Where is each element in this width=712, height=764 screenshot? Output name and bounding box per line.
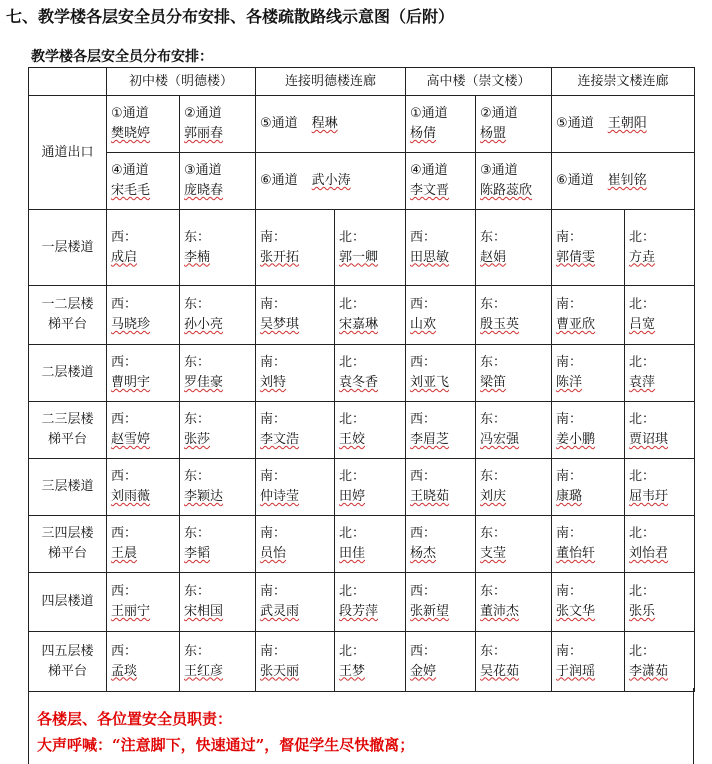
officer-cell	[107, 286, 180, 345]
officer-name: 武小涛	[311, 173, 351, 188]
direction-label: 西：	[410, 526, 437, 541]
row-label	[29, 345, 107, 402]
row-label-text: 二三层楼	[41, 412, 94, 427]
direction-label: 北：	[339, 412, 366, 427]
direction-label: 北：	[339, 584, 366, 599]
direction-label: 东：	[184, 584, 211, 599]
officer-name: 冯宏强	[480, 432, 520, 447]
direction-label: 西：	[410, 297, 437, 312]
exit-cell	[180, 96, 256, 153]
officer-cell	[107, 210, 180, 286]
officer-cell	[256, 632, 335, 692]
officer-cell	[180, 632, 256, 692]
direction-label: 西：	[111, 643, 138, 659]
direction-label: 北：	[629, 355, 656, 370]
officer-cell	[107, 459, 180, 516]
column-header: 连接崇文楼连廊	[552, 68, 695, 96]
officer-name: 王红彦	[184, 663, 224, 679]
direction-label: 北：	[339, 469, 366, 484]
direction-label: 南：	[556, 526, 583, 541]
officer-name: 金婷	[410, 663, 437, 679]
officer-name: 方垚	[629, 249, 656, 265]
officer-cell	[180, 402, 256, 459]
officer-name: 宋毛毛	[111, 183, 151, 198]
direction-label: 南：	[260, 469, 287, 484]
officer-cell	[406, 632, 476, 692]
officer-name: 马晓珍	[111, 317, 151, 332]
officer-cell	[335, 402, 406, 459]
direction-label: 北：	[339, 643, 366, 659]
officer-cell	[107, 632, 180, 692]
officer-cell	[256, 210, 335, 286]
direction-label: 北：	[629, 297, 656, 312]
direction-label: 南：	[556, 229, 583, 245]
officer-name: 张开拓	[260, 249, 300, 265]
officer-name: 王晨	[111, 546, 138, 561]
officer-cell	[552, 459, 625, 516]
direction-label: 西：	[111, 469, 138, 484]
officer-cell	[180, 516, 256, 573]
officer-name: 孟琰	[111, 663, 138, 679]
officer-cell	[335, 573, 406, 632]
section-heading: 七、教学楼各层安全员分布安排、各楼疏散路线示意图（后附）	[6, 7, 455, 26]
row-label-text: 梯平台	[47, 432, 87, 447]
officer-cell	[625, 345, 695, 402]
officer-name: 康璐	[556, 489, 583, 504]
officer-name: 刘亚飞	[410, 375, 450, 390]
row-label-text: 三层楼道	[41, 479, 94, 494]
officer-name: 姜小鹏	[556, 432, 596, 447]
direction-label: 东：	[184, 412, 211, 427]
row-label-text: 一二层楼	[41, 297, 94, 312]
direction-label: 东：	[480, 355, 507, 370]
direction-label: 南：	[556, 355, 583, 370]
officer-name: 曹明宇	[111, 375, 151, 390]
row-label	[29, 516, 107, 573]
officer-cell	[476, 286, 552, 345]
direction-label: 西：	[410, 355, 437, 370]
direction-label: 东：	[480, 297, 507, 312]
officer-cell	[552, 210, 625, 286]
officer-name: 支莹	[480, 546, 507, 561]
direction-label: 东：	[184, 643, 211, 659]
row-label	[29, 459, 107, 516]
officer-name: 赵娟	[480, 249, 507, 265]
direction-label: 南：	[556, 469, 583, 484]
floor-row	[29, 210, 695, 286]
officer-name: 赵雪婷	[111, 432, 151, 447]
direction-label: 东：	[480, 526, 507, 541]
officer-cell	[180, 286, 256, 345]
officer-name: 仲诗莹	[260, 489, 300, 504]
officer-name: 李眉芝	[410, 432, 450, 447]
officer-name: 吴梦琪	[260, 317, 300, 332]
officer-name: 田婷	[339, 489, 366, 504]
officer-cell	[406, 286, 476, 345]
row-label-text: 梯平台	[47, 663, 87, 679]
direction-label: 西：	[111, 412, 138, 427]
direction-label: 东：	[480, 469, 507, 484]
officer-cell	[180, 573, 256, 632]
exit-cell	[256, 153, 406, 210]
floor-row	[29, 516, 695, 573]
officer-cell	[256, 516, 335, 573]
row-label-text: 一层楼道	[41, 239, 94, 255]
officer-cell	[335, 345, 406, 402]
officer-name: 刘特	[260, 375, 287, 390]
safety-officer-table	[28, 67, 695, 692]
table-body	[29, 96, 695, 692]
exit-cell	[406, 153, 476, 210]
direction-label: 东：	[184, 229, 211, 245]
officer-cell	[476, 459, 552, 516]
row-label	[29, 210, 107, 286]
officer-name: 陈洋	[556, 375, 583, 390]
officer-cell	[256, 573, 335, 632]
exit-cell	[180, 153, 256, 210]
officer-name: 王丽宁	[111, 604, 151, 619]
officer-name: 庞晓春	[184, 183, 224, 198]
officer-cell	[552, 345, 625, 402]
officer-cell	[552, 573, 625, 632]
direction-label: 南：	[260, 584, 287, 599]
exit-assignment	[260, 116, 338, 131]
direction-label: 西：	[410, 643, 437, 659]
officer-cell	[335, 459, 406, 516]
exit-cell	[256, 96, 406, 153]
channel-label: ③通道	[184, 163, 222, 178]
officer-name: 贾诏琪	[629, 432, 669, 447]
officer-cell	[180, 345, 256, 402]
direction-label: 北：	[339, 229, 366, 245]
channel-label: ③通道	[480, 163, 518, 178]
officer-name: 成启	[111, 249, 138, 265]
officer-cell	[406, 402, 476, 459]
channel-label: ④通道	[111, 163, 149, 178]
duties-section	[28, 688, 694, 764]
officer-cell	[625, 573, 695, 632]
officer-cell	[107, 516, 180, 573]
officer-cell	[625, 516, 695, 573]
officer-cell	[107, 345, 180, 402]
officer-name: 曹亚欣	[556, 317, 596, 332]
officer-name: 李韬	[184, 546, 211, 561]
direction-label: 东：	[480, 643, 507, 659]
row-label-text: 通道出口	[41, 144, 94, 160]
direction-label: 东：	[184, 297, 211, 312]
row-label-text: 梯平台	[47, 317, 87, 332]
officer-cell	[406, 573, 476, 632]
officer-name: 杨盟	[480, 126, 507, 141]
exit-assignment	[556, 173, 647, 188]
direction-label: 北：	[629, 584, 656, 599]
officer-cell	[180, 210, 256, 286]
officer-cell	[476, 345, 552, 402]
officer-cell	[625, 286, 695, 345]
officer-name: 宋嘉琳	[339, 317, 379, 332]
direction-label: 北：	[629, 412, 656, 427]
exit-cell	[107, 153, 180, 210]
table-caption: 教学楼各层安全员分布安排：	[31, 49, 213, 65]
floor-row	[29, 632, 695, 692]
column-header: 高中楼（崇文楼）	[406, 68, 552, 96]
direction-label: 东：	[480, 584, 507, 599]
officer-name: 陈路蕊欣	[480, 183, 533, 198]
officer-cell	[406, 345, 476, 402]
direction-label: 北：	[629, 643, 656, 659]
officer-name: 郭丽春	[184, 126, 224, 141]
officer-name: 张文华	[556, 604, 596, 619]
exit-row	[29, 96, 695, 153]
floor-row	[29, 459, 695, 516]
officer-cell	[552, 516, 625, 573]
channel-label: ⑥通道	[556, 173, 594, 188]
direction-label: 东：	[184, 526, 211, 541]
direction-label: 西：	[410, 412, 437, 427]
officer-cell	[107, 573, 180, 632]
direction-label: 西：	[111, 297, 138, 312]
direction-label: 东：	[480, 412, 507, 427]
officer-name: 张天丽	[260, 663, 300, 679]
direction-label: 北：	[339, 355, 366, 370]
officer-name: 张莎	[184, 432, 211, 447]
officer-name: 董怡轩	[556, 546, 596, 561]
officer-cell	[552, 286, 625, 345]
row-label-text: 二层楼道	[41, 365, 94, 380]
officer-name: 于润瑶	[556, 663, 596, 679]
officer-cell	[552, 632, 625, 692]
channel-label: ①通道	[111, 106, 149, 121]
officer-name: 殷玉英	[480, 317, 520, 332]
officer-cell	[476, 573, 552, 632]
officer-name: 王姣	[339, 432, 366, 447]
exit-row	[29, 153, 695, 210]
officer-name: 袁冬香	[339, 375, 379, 390]
officer-name: 王梦	[339, 663, 366, 679]
officer-name: 武灵雨	[260, 604, 300, 619]
officer-name: 程琳	[311, 116, 338, 131]
officer-name: 董沛杰	[480, 604, 520, 619]
channel-label: ⑥通道	[260, 173, 298, 188]
officer-cell	[406, 516, 476, 573]
officer-name: 段芳萍	[339, 604, 379, 619]
direction-label: 北：	[629, 229, 656, 245]
direction-label: 西：	[111, 355, 138, 370]
direction-label: 东：	[184, 355, 211, 370]
direction-label: 东：	[184, 469, 211, 484]
officer-name: 田佳	[339, 546, 366, 561]
row-label	[29, 286, 107, 345]
exit-cell	[552, 96, 695, 153]
direction-label: 北：	[339, 297, 366, 312]
officer-cell	[625, 402, 695, 459]
officer-name: 山欢	[410, 317, 437, 332]
direction-label: 南：	[260, 229, 287, 245]
direction-label: 南：	[260, 643, 287, 659]
officer-cell	[256, 345, 335, 402]
officer-name: 田思敏	[410, 249, 450, 265]
row-label	[29, 632, 107, 692]
floor-row	[29, 345, 695, 402]
floor-row	[29, 402, 695, 459]
channel-label: ②通道	[184, 106, 222, 121]
row-label-text: 三四层楼	[41, 526, 94, 541]
direction-label: 西：	[111, 229, 138, 245]
officer-cell	[335, 210, 406, 286]
officer-name: 李文晋	[410, 183, 450, 198]
officer-cell	[625, 632, 695, 692]
channel-label: ②通道	[480, 106, 518, 121]
officer-cell	[180, 459, 256, 516]
exit-cell	[406, 96, 476, 153]
row-label	[29, 402, 107, 459]
officer-name: 李潇茹	[629, 663, 669, 679]
officer-name: 宋相国	[184, 604, 224, 619]
column-header: 初中楼（明德楼）	[107, 68, 256, 96]
officer-cell	[625, 210, 695, 286]
row-label	[29, 96, 107, 210]
officer-name: 杨杰	[410, 546, 437, 561]
exit-cell	[476, 153, 552, 210]
column-header: 连接明德楼连廊	[256, 68, 406, 96]
officer-name: 屈韦玗	[629, 489, 669, 504]
officer-name: 罗佳豪	[184, 375, 224, 390]
exit-cell	[552, 153, 695, 210]
direction-label: 南：	[556, 584, 583, 599]
officer-name: 张乐	[629, 604, 656, 619]
channel-label: ⑤通道	[556, 116, 594, 131]
officer-name: 袁萍	[629, 375, 656, 390]
officer-cell	[552, 402, 625, 459]
officer-name: 李颖达	[184, 489, 224, 504]
header-row	[29, 68, 695, 96]
officer-cell	[476, 516, 552, 573]
officer-cell	[476, 210, 552, 286]
officer-cell	[406, 459, 476, 516]
duties-heading: 各楼层、各位置安全员职责：	[37, 710, 233, 728]
direction-label: 北：	[629, 469, 656, 484]
corner-cell	[29, 68, 107, 96]
row-label-text: 四五层楼	[41, 643, 94, 659]
direction-label: 南：	[260, 526, 287, 541]
officer-name: 王朝阳	[607, 116, 647, 131]
officer-cell	[335, 286, 406, 345]
direction-label: 西：	[111, 526, 138, 541]
officer-cell	[406, 210, 476, 286]
officer-name: 李楠	[184, 249, 211, 265]
officer-name: 王晓茹	[410, 489, 450, 504]
direction-label: 北：	[629, 526, 656, 541]
officer-name: 郭一卿	[339, 249, 379, 265]
officer-cell	[335, 516, 406, 573]
officer-cell	[335, 632, 406, 692]
officer-name: 孙小亮	[184, 317, 224, 332]
channel-label: ⑤通道	[260, 116, 298, 131]
floor-row	[29, 286, 695, 345]
direction-label: 南：	[260, 355, 287, 370]
officer-name: 员怡	[260, 546, 287, 561]
direction-label: 西：	[410, 584, 437, 599]
direction-label: 东：	[480, 229, 507, 245]
officer-name: 吴花茹	[480, 663, 520, 679]
officer-name: 刘庆	[480, 489, 507, 504]
direction-label: 西：	[111, 584, 138, 599]
officer-name: 樊晓婷	[111, 126, 151, 141]
duty-item: 大声呼喊：“注意脚下，快速通过”，督促学生尽快撤离；	[37, 736, 415, 754]
officer-cell	[625, 459, 695, 516]
officer-cell	[107, 402, 180, 459]
officer-cell	[256, 402, 335, 459]
channel-label: ④通道	[410, 163, 448, 178]
officer-name: 吕宽	[629, 317, 656, 332]
direction-label: 西：	[410, 469, 437, 484]
officer-name: 张新望	[410, 604, 450, 619]
officer-cell	[476, 402, 552, 459]
exit-assignment	[556, 116, 647, 131]
officer-name: 郭倩雯	[556, 249, 596, 265]
direction-label: 西：	[410, 229, 437, 245]
direction-label: 南：	[556, 297, 583, 312]
row-label-text: 四层楼道	[41, 594, 94, 609]
row-label-text: 梯平台	[47, 546, 87, 561]
officer-name: 刘怡君	[629, 546, 669, 561]
direction-label: 南：	[556, 412, 583, 427]
direction-label: 南：	[260, 297, 287, 312]
officer-name: 杨倩	[410, 126, 437, 141]
channel-label: ①通道	[410, 106, 448, 121]
officer-name: 李文浩	[260, 432, 300, 447]
officer-name: 梁笛	[480, 375, 507, 390]
exit-cell	[476, 96, 552, 153]
row-label	[29, 573, 107, 632]
officer-name: 刘雨薇	[111, 489, 151, 504]
direction-label: 北：	[339, 526, 366, 541]
officer-cell	[256, 459, 335, 516]
exit-cell	[107, 96, 180, 153]
officer-cell	[256, 286, 335, 345]
floor-row	[29, 573, 695, 632]
exit-assignment	[260, 173, 351, 188]
officer-name: 崔钊铭	[607, 173, 647, 188]
direction-label: 南：	[556, 643, 583, 659]
officer-cell	[476, 632, 552, 692]
direction-label: 南：	[260, 412, 287, 427]
